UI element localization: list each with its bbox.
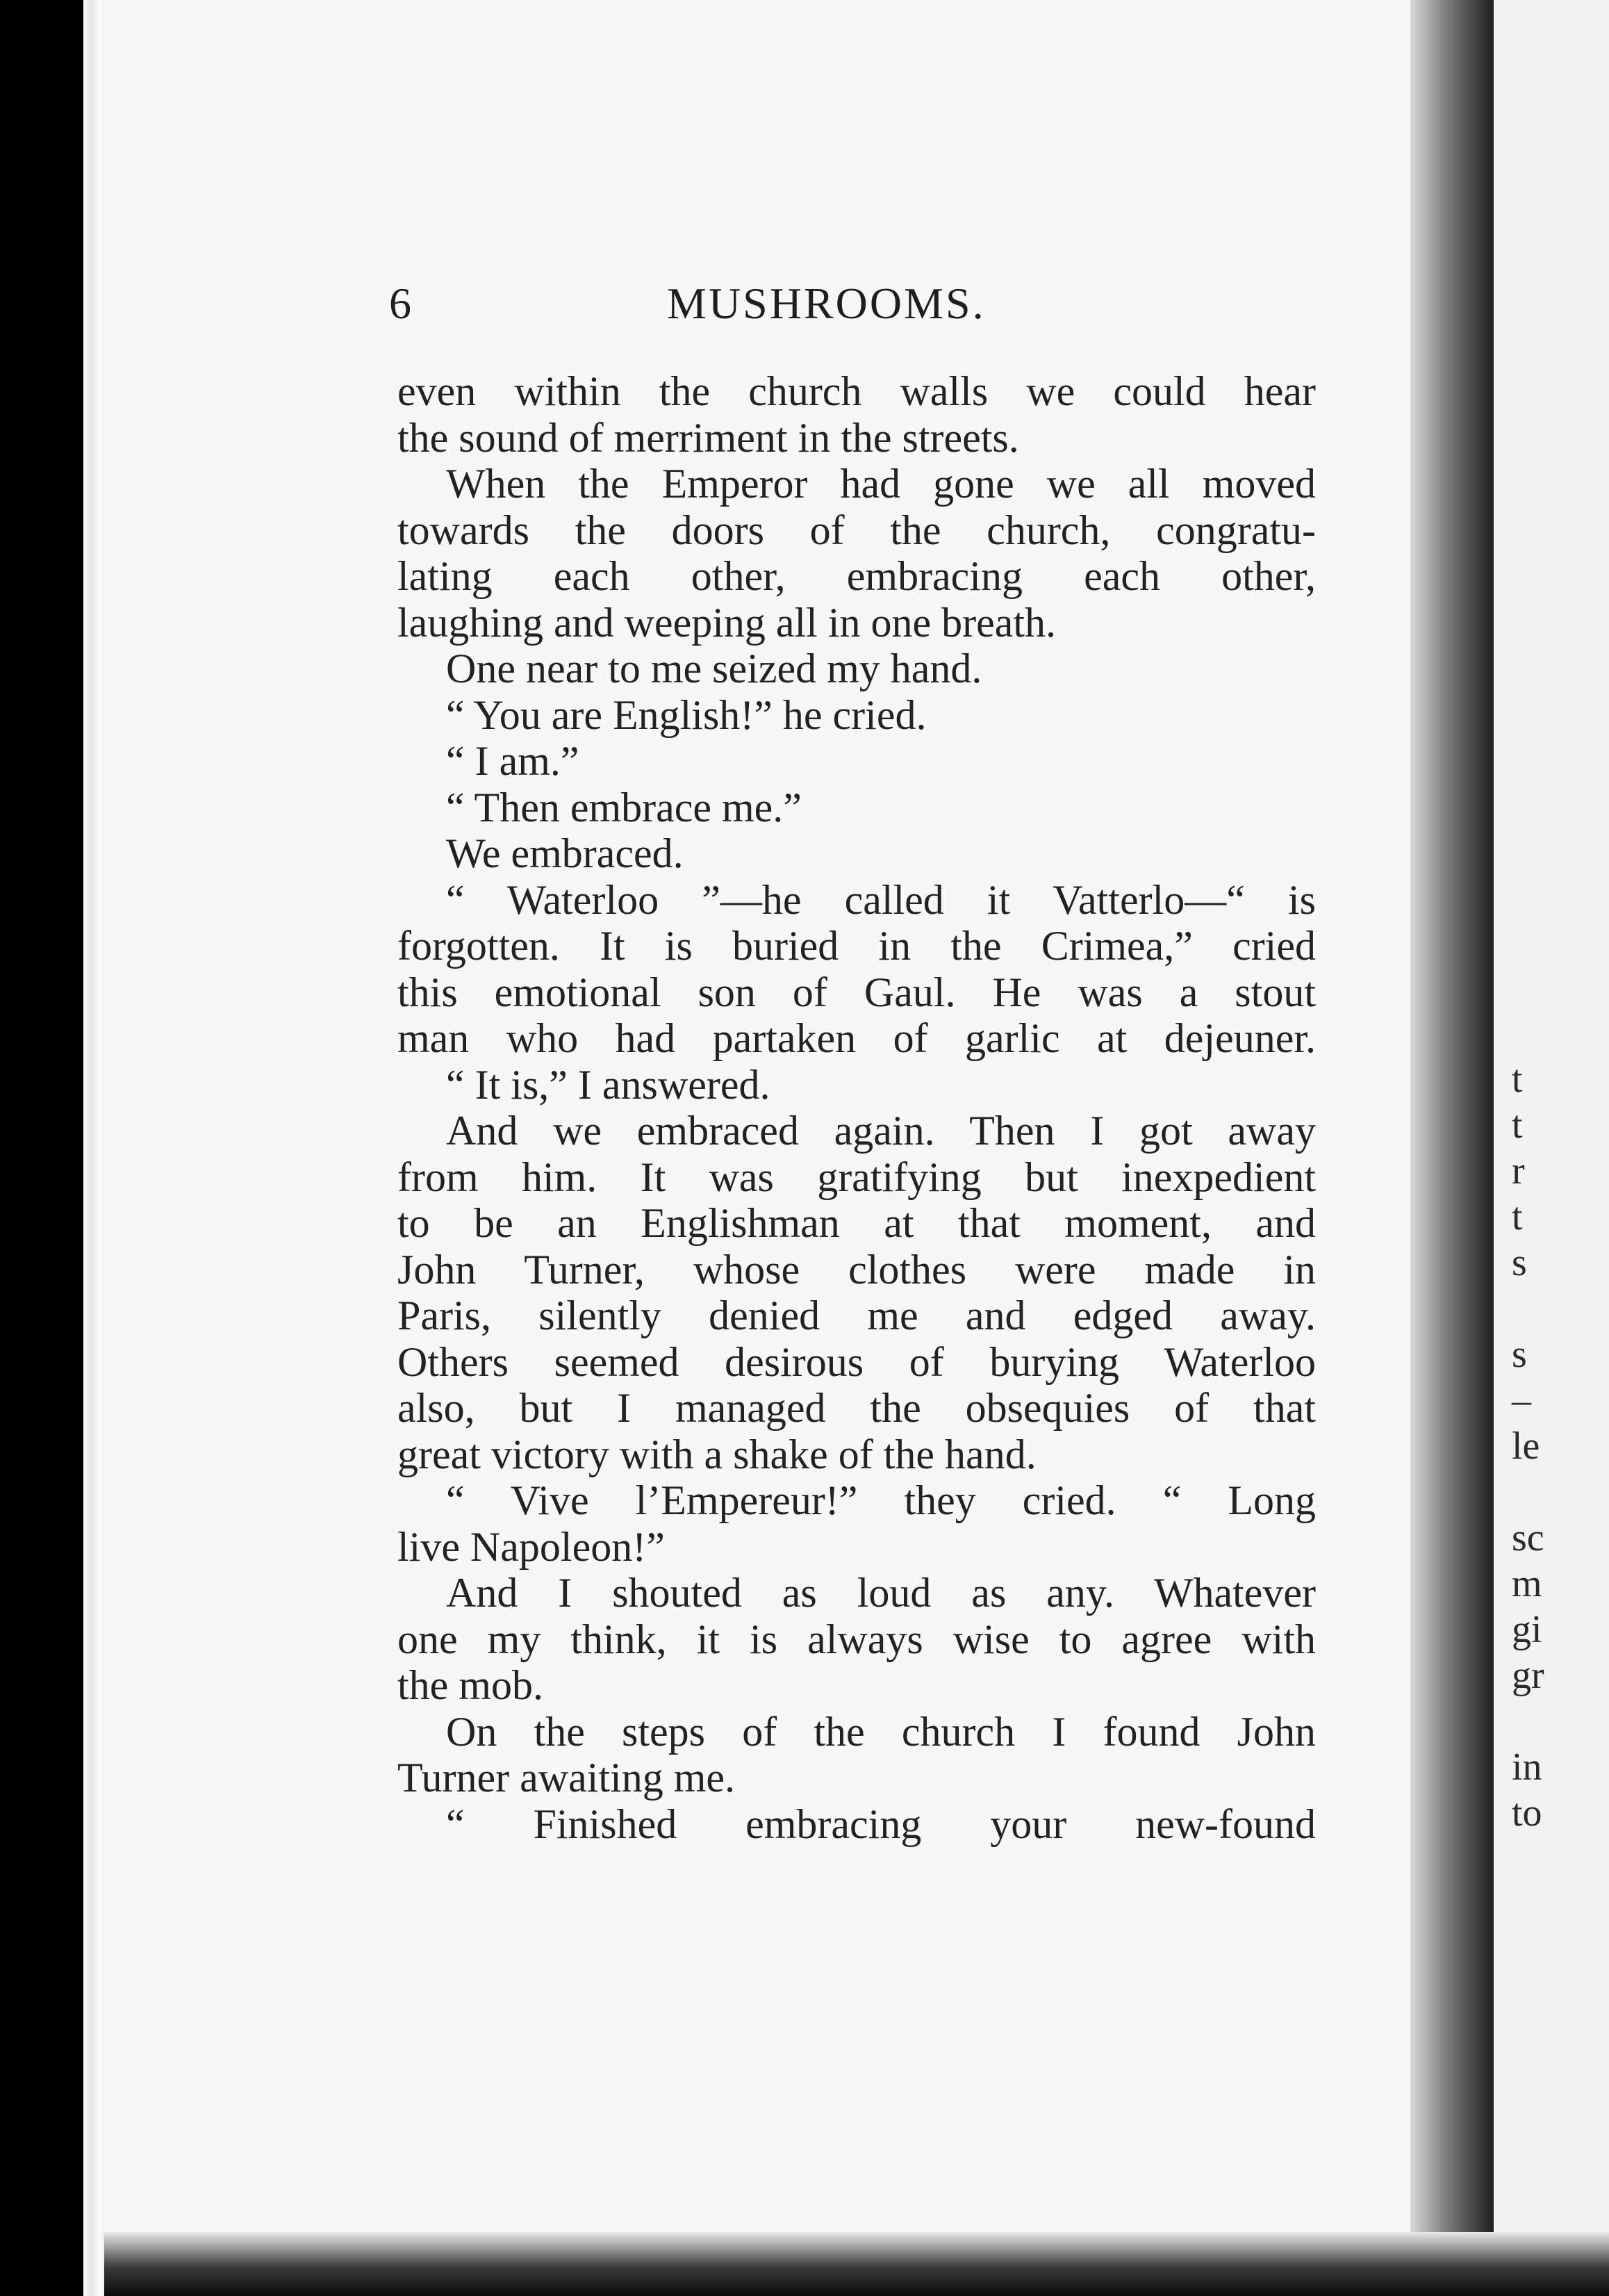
text-line: one my think, it is always wise to agree with [397, 1616, 1316, 1662]
facing-page-fragment: in [1512, 1746, 1542, 1789]
running-title: MUSHROOMS. [667, 279, 986, 328]
text-line: lating each other, embracing each other, [397, 553, 1316, 599]
gutter-shadow [1410, 0, 1494, 2296]
text-line: Paris, silently denied me and edged away. [397, 1293, 1316, 1338]
facing-page-fragment: gr [1512, 1654, 1544, 1697]
text-line: “ It is,” I answered. [446, 1061, 770, 1108]
page-header [389, 278, 1320, 334]
facing-page-fragment: to [1512, 1791, 1542, 1835]
text-line: “ Finished embracing your new-found [446, 1801, 1316, 1847]
page-bottom-edge [104, 2232, 1609, 2296]
body-text [397, 368, 1316, 1847]
text-line: laughing and weeping all in one breath. [397, 599, 1057, 646]
text-line: “ Waterloo ”—he called it Vatterlo—“ is [446, 876, 1316, 923]
text-line: towards the doors of the church, congratu- [397, 507, 1316, 553]
facing-page-fragment: t [1512, 1104, 1523, 1147]
text-line: “ Vive l’Empereur!” they cried. “ Long [446, 1477, 1316, 1523]
text-line: this emotional son of Gaul. He was a stout [397, 969, 1316, 1015]
facing-page-fragment: t [1512, 1058, 1523, 1101]
text-line: “ Then embrace me.” [446, 784, 802, 830]
text-line: We embraced. [446, 830, 684, 876]
page-number: 6 [389, 279, 411, 328]
facing-page-fragment: t [1512, 1195, 1523, 1238]
text-line: the sound of merriment in the streets. [397, 414, 1019, 461]
text-line: from him. It was gratifying but inexpedient [397, 1154, 1316, 1200]
text-line: the mob. [397, 1662, 543, 1708]
facing-page-fragment: s [1512, 1333, 1527, 1376]
text-line: also, but I managed the obsequies of that [397, 1385, 1316, 1431]
text-line: And I shouted as loud as any. Whatever [446, 1570, 1316, 1616]
text-line: Others seemed desirous of burying Waterloo [397, 1338, 1316, 1385]
text-line: Turner awaiting me. [397, 1755, 736, 1801]
text-line: “ You are English!” he cried. [446, 691, 927, 738]
text-line: man who had partaken of garlic at dejeuner. [397, 1015, 1316, 1061]
text-line: When the Emperor had gone we all moved [446, 461, 1316, 507]
text-line: One near to me seized my hand. [446, 646, 982, 691]
text-line: even within the church walls we could hear [397, 368, 1316, 414]
text-line: On the steps of the church I found John [446, 1708, 1316, 1755]
facing-page-fragment: gi [1512, 1608, 1542, 1651]
facing-page-fragment: m [1512, 1562, 1542, 1605]
text-line: to be an Englishman at that moment, and [397, 1200, 1316, 1246]
text-line: And we embraced again. Then I got away [446, 1108, 1316, 1154]
text-line: live Napoleon!” [397, 1523, 665, 1570]
facing-page-fragment: s [1512, 1241, 1527, 1284]
facing-page-fragment: r [1512, 1149, 1525, 1192]
facing-page-fragment: – [1512, 1379, 1531, 1422]
text-line: forgotten. It is buried in the Crimea,” cried [397, 923, 1316, 969]
facing-page-fragment: le [1512, 1425, 1540, 1468]
facing-page-fragment: sc [1512, 1516, 1544, 1559]
text-line: “ I am.” [446, 738, 579, 784]
text-line: John Turner, whose clothes were made in [397, 1246, 1316, 1293]
text-line: great victory with a shake of the hand. [397, 1431, 1037, 1477]
facing-page [1494, 0, 1609, 2296]
